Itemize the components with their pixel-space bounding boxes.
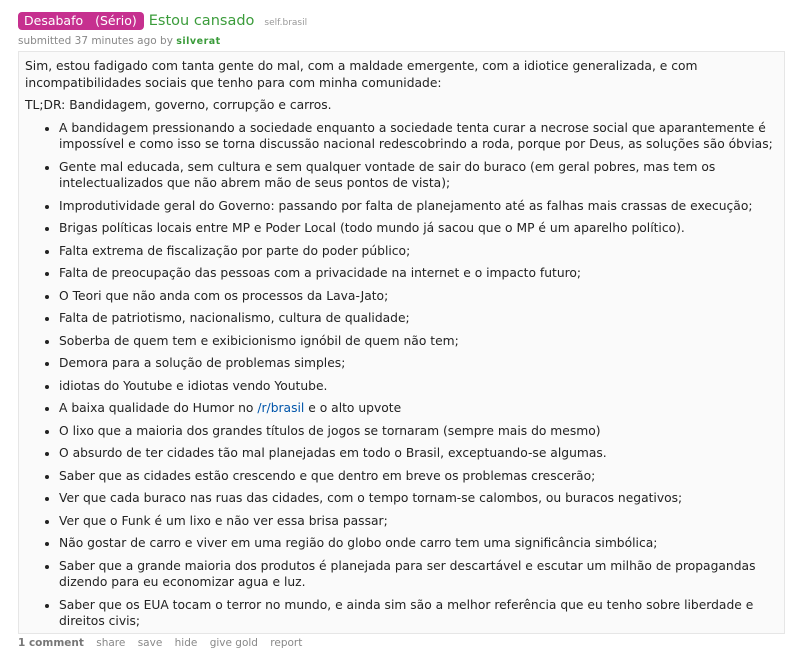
list-item: • O absurdo de ter cidades tão mal planejadas em todo o Brasil, exceptuando-se algumas. <box>59 445 776 462</box>
list-item: • Ver que o Funk é um lixo e não ver essa brisa passar; <box>59 513 776 530</box>
list-item: • Falta de preocupação das pessoas com a privacidade na internet e o impacto futuro; <box>59 265 776 282</box>
tagline <box>18 34 797 48</box>
list-item: • Falta de patriotismo, nacionalismo, cultura de qualidade; <box>59 310 776 327</box>
list-item: • Gente mal educada, sem cultura e sem qualquer vontade de sair do buraco (em geral pobres, mas tem os intelectualizados que não abrem mão de seus pontos de vista); <box>59 159 776 192</box>
complaint-list <box>25 120 776 630</box>
post-title-link[interactable]: Estou cansado <box>148 13 255 29</box>
list-item: • O Teori que não anda com os processos da Lava-Jato; <box>59 288 776 305</box>
list-item: • idiotas do Youtube e idiotas vendo Youtube. <box>59 378 776 395</box>
humor-text-before: A baixa qualidade do Humor no <box>59 401 258 415</box>
humor-text-after: e o alto upvote <box>304 401 402 415</box>
selftext-body <box>18 51 785 634</box>
list-item: • Falta extrema de fiscalização por parte do poder público; <box>59 243 776 260</box>
list-item: • Saber que as cidades estão crescendo e que dentro em breve os problemas crescerão; <box>59 468 776 485</box>
flair-word: (Sério) <box>95 13 137 28</box>
list-item: • A bandidagem pressionando a sociedade enquanto a sociedade tenta curar a necrose social que aparantemente é impossível e como isso se torna discussão nacional redescobrindo a roda, porque por Deus, as soluções são óbvias; <box>59 120 776 153</box>
post-buttons <box>18 637 797 649</box>
list-item: • Saber que os EUA tocam o terror no mundo, e ainda sim são a melhor referência que eu tenho sobre liberdade e direitos civis; <box>59 597 776 630</box>
hide-button[interactable]: hide <box>174 637 198 649</box>
list-item: • Brigas políticas locais entre MP e Poder Local (todo mundo já sacou que o MP é um aparelho político). <box>59 220 776 237</box>
list-item: • Improdutividade geral do Governo: passando por falta de planejamento até as falhas mais crassas de execução; <box>59 198 776 215</box>
save-button[interactable]: save <box>137 637 163 649</box>
list-item: • Soberba de quem tem e exibicionismo ignóbil de quem não tem; <box>59 333 776 350</box>
list-item: • Ver que cada buraco nas ruas das cidades, com o tempo tornam-se calombos, ou buracos negativos; <box>59 490 776 507</box>
title-line <box>18 12 797 32</box>
list-item: • O lixo que a maioria dos grandes títulos de jogos se tornaram (sempre mais do mesmo) <box>59 423 776 440</box>
list-item: • Demora para a solução de problemas simples; <box>59 355 776 372</box>
comments-link[interactable]: 1 comment <box>18 637 84 649</box>
list-item <box>59 400 776 417</box>
flair-badge <box>18 12 144 30</box>
subreddit-link[interactable]: /r/brasil <box>257 401 305 415</box>
report-button[interactable]: report <box>270 637 303 649</box>
give-gold-button[interactable]: give gold <box>209 637 258 649</box>
author-link[interactable]: silverat <box>176 36 221 47</box>
tldr-paragraph: TL;DR: Bandidagem, governo, corrupção e carros. <box>25 98 332 112</box>
share-button[interactable]: share <box>96 637 126 649</box>
list-item: • Não gostar de carro e viver em uma região do globo onde carro tem uma significância simbólica; <box>59 535 776 552</box>
post-domain-link[interactable]: self.brasil <box>264 18 308 28</box>
list-item: • Saber que a grande maioria dos produtos é planejada para ser descartável e escutar um milhão de propagandas dizendo para eu economizar agua e luz. <box>59 558 776 591</box>
tagline-prefix: submitted 37 minutes ago by <box>18 35 173 47</box>
intro-paragraph: Sim, estou fadigado com tanta gente do mal, com a maldade emergente, com a idiotice generalizada, e com incompatibilidades sociais que tenho para com minha comunidade: <box>25 59 698 90</box>
flair-word: Desabafo <box>24 13 84 28</box>
